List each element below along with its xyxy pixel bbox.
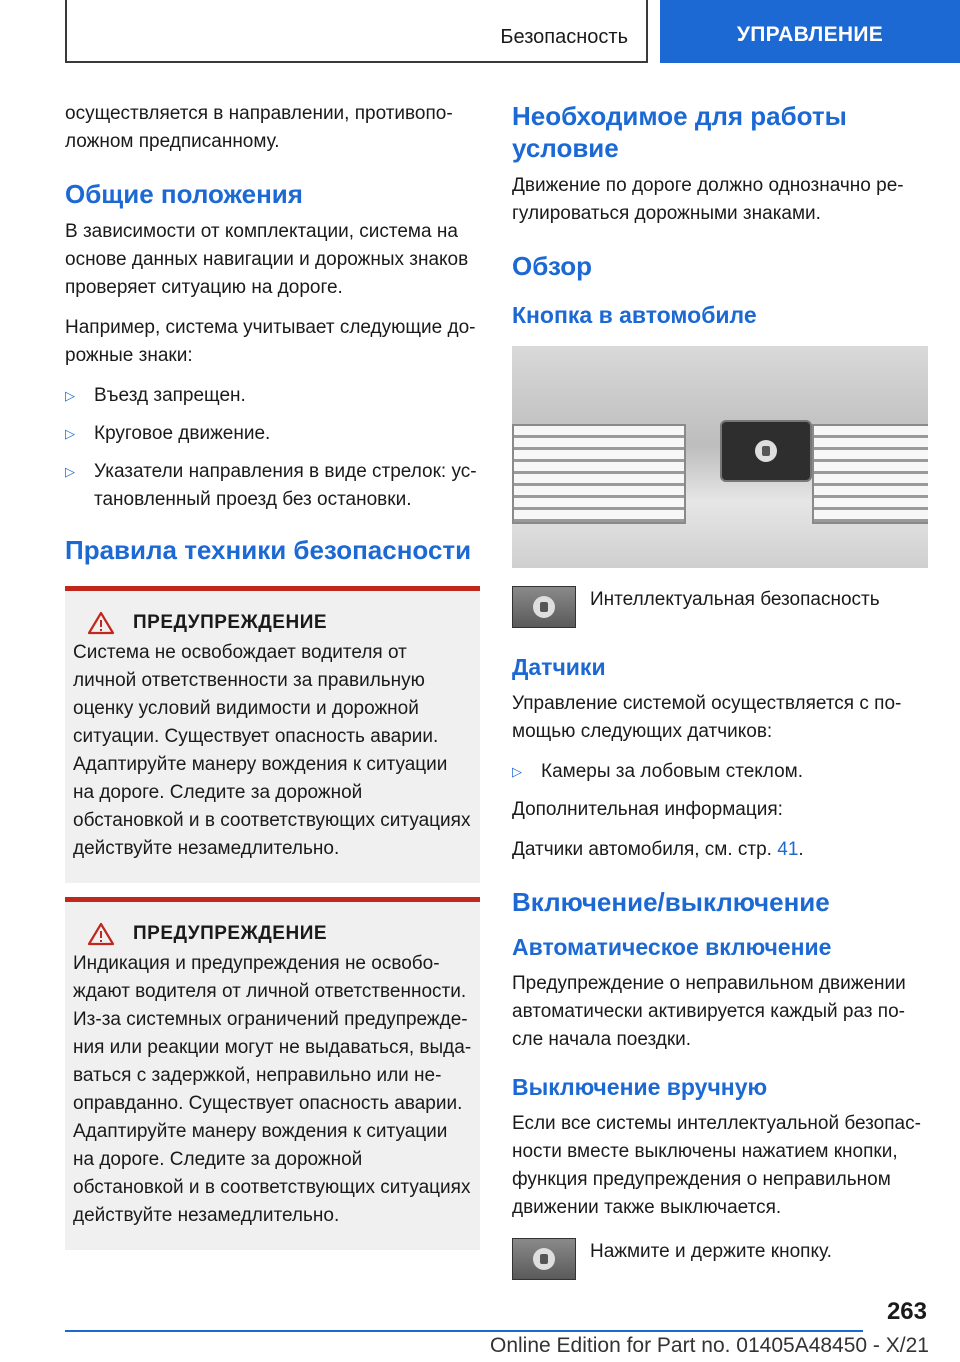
intro-paragraph: осуществляется в направлении, противоположном предписанному.: [65, 103, 453, 152]
warning-triangle-icon: [87, 922, 115, 946]
triangle-bullet-icon: ▷: [65, 426, 75, 441]
button-legend-row: [512, 586, 928, 628]
overview-heading: Обзор: [512, 251, 592, 281]
air-vent-left: [512, 424, 686, 524]
list-item: ▷ Камеры за лобовым стеклом.: [512, 758, 928, 786]
warning-text: Система не освобождает водителя от личной ответственности за правильную оценку условий видимости и дорожной ситуации. Существует опасность аварии. Адаптируйте манеру вождения к ситуации на дороге. Следите за дорожной обстановкой и в соответствующих ситуациях действуйте незамедлительно.: [73, 642, 471, 859]
header-section-box: [65, 0, 648, 63]
triangle-bullet-icon: ▷: [65, 388, 75, 403]
auto-on-heading: Автоматическое включение: [512, 934, 832, 960]
air-vent-right: [812, 424, 928, 524]
warning-text: Индикация и предупреждения не освобождают водителя от личной ответственности. Из-за системных ограничений предупреждения или реакции могут не выдаваться, выдаваться с задержкой, неправильно или неоправданно. Существует опасность аварии. Адаптируйте манеру вождения к ситуации на дороге. Следите за дорожной обстановкой и в соответствующих ситуациях действуйте незамедлительно.: [73, 953, 472, 1226]
dashboard-button-photo: [512, 346, 928, 568]
triangle-bullet-icon: ▷: [65, 464, 75, 479]
onoff-heading: Включение/выключение: [512, 887, 830, 917]
sensor-list: [512, 758, 928, 786]
safety-button-thumbnail: [512, 1238, 576, 1280]
sensors-heading: Датчики: [512, 654, 606, 680]
page-link[interactable]: 41: [777, 839, 799, 860]
sensors-paragraph: Управление системой осуществляется с помощью следующих датчиков:: [512, 693, 902, 742]
more-info-label: Дополнительная информация:: [512, 799, 783, 820]
button-label: Интеллектуальная безопасность: [590, 589, 880, 610]
list-item: ▷ Въезд запрещен.: [65, 382, 480, 410]
button-subheading: Кнопка в автомобиле: [512, 302, 757, 328]
general-paragraph-2: Например, система учитывает следующие дорожные знаки:: [65, 317, 476, 366]
left-column: [65, 100, 480, 1250]
right-column: [512, 100, 928, 1296]
list-item: ▷ Указатели направления в виде стрелок: установленный проезд без остановки.: [65, 458, 480, 514]
car-safety-icon: [533, 596, 555, 618]
list-item: ▷ Круговое движение.: [65, 420, 480, 448]
warning-title: ПРЕДУПРЕЖДЕНИЕ: [133, 923, 328, 944]
warning-title: ПРЕДУПРЕЖДЕНИЕ: [133, 612, 328, 633]
sign-list: [65, 382, 480, 514]
safety-button-thumbnail: [512, 586, 576, 628]
manual-off-paragraph: Если все системы интеллектуальной безопасности вместе выключены нажатием кнопки, функция предупреждения о неправильном движении также выключается.: [512, 1113, 921, 1218]
press-instruction: Нажмите и держите кнопку.: [590, 1241, 832, 1262]
warning-triangle-icon: [87, 611, 115, 635]
car-safety-icon: [755, 440, 777, 462]
sensor-reference: Датчики автомобиля, см. стр. 41.: [512, 839, 804, 860]
safety-button-image: [720, 420, 812, 482]
manual-off-heading: Выключение вручную: [512, 1074, 768, 1100]
triangle-bullet-icon: ▷: [512, 764, 522, 779]
conditions-heading: Необходимое для работы условие: [512, 101, 847, 163]
footer-divider: [65, 1330, 863, 1332]
car-safety-icon: [533, 1248, 555, 1270]
page-number: 263: [886, 1298, 927, 1325]
header-chapter-tab: УПРАВЛЕНИЕ: [660, 0, 960, 63]
warning-box-1: [65, 586, 480, 883]
header-section-title: Безопасность: [500, 26, 628, 48]
auto-on-paragraph: Предупреждение о неправильном движении автоматически активируется каждый раз после начала поездки.: [512, 973, 906, 1050]
general-heading: Общие положения: [65, 179, 303, 209]
press-button-row: [512, 1238, 928, 1280]
conditions-paragraph: Движение по дороге должно однозначно регулироваться дорожными знаками.: [512, 175, 904, 224]
warning-box-2: [65, 897, 480, 1250]
footer-edition: Online Edition for Part no. 01405A48450 - X/21: [490, 1334, 929, 1357]
safety-heading: Правила техники безопасности: [65, 535, 472, 565]
general-paragraph-1: В зависимости от комплектации, система на основе данных навигации и дорожных знаков проверяет ситуацию на дороге.: [65, 221, 469, 298]
